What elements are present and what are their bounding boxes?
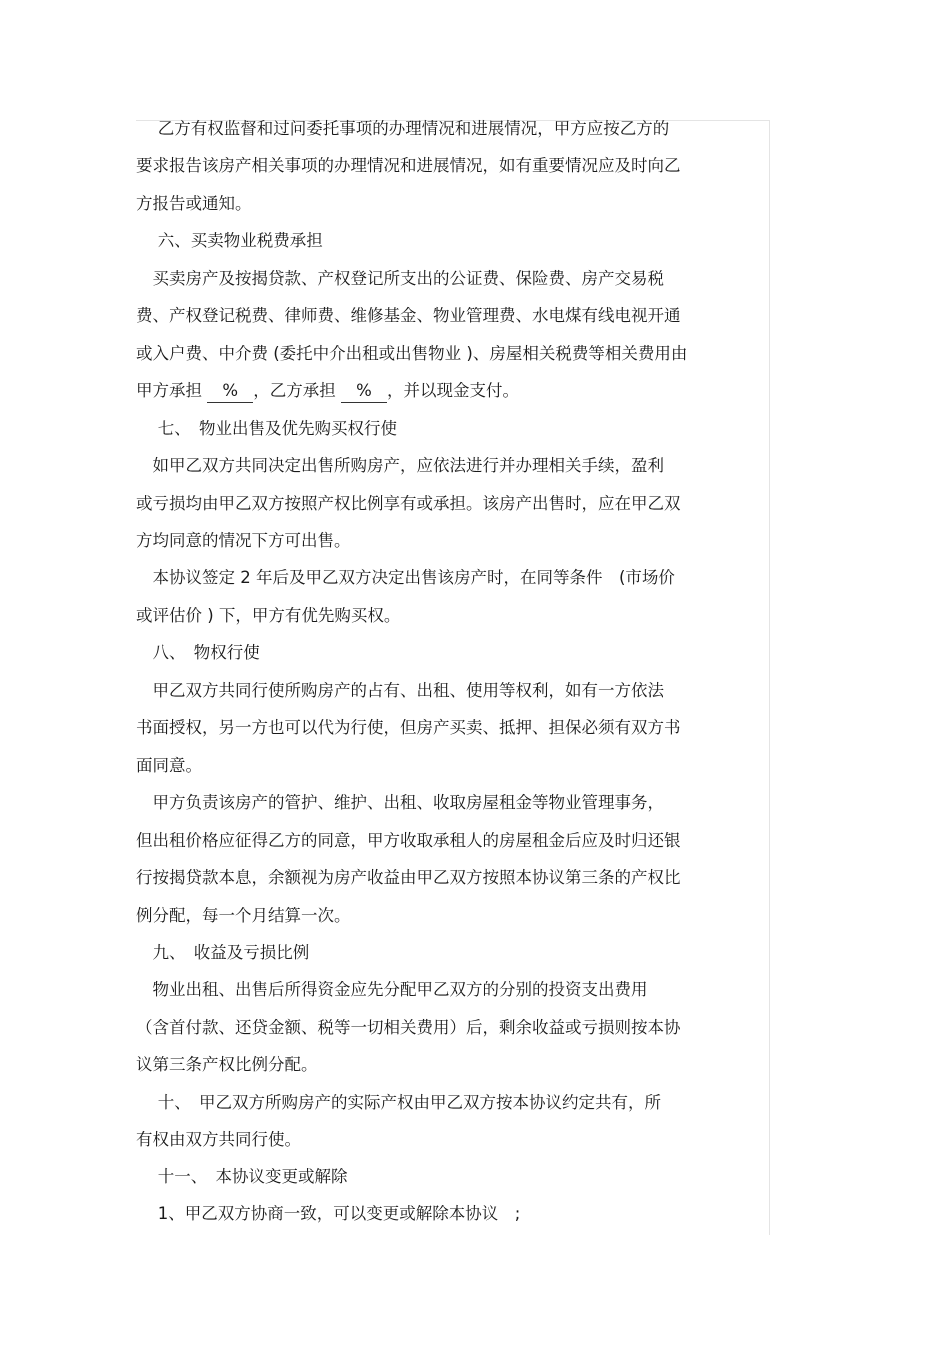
body-text-line: 费、产权登记税费、律师费、维修基金、物业管理费、水电煤有线电视开通 bbox=[136, 306, 681, 325]
body-text-line: 买卖房产及按揭贷款、产权登记所支出的公证费、保险费、房产交易税 bbox=[136, 269, 664, 288]
body-text-line: （含首付款、还贷金额、税等一切相关费用）后，剩余收益或亏损则按本协 bbox=[136, 1018, 681, 1037]
body-text-line: 甲乙双方共同行使所购房产的占有、出租、使用等权利，如有一方依法 bbox=[136, 681, 664, 700]
body-text-line: 行按揭贷款本息，余额视为房产收益由甲乙双方按照本协议第三条的产权比 bbox=[136, 868, 681, 887]
body-text-line: 议第三条产权比例分配。 bbox=[136, 1055, 318, 1074]
body-text-line: 方报告或通知。 bbox=[136, 194, 252, 213]
tax-share-text: ，乙方承担 bbox=[253, 381, 336, 400]
tax-share-text: 甲方承担 bbox=[136, 381, 202, 400]
tax-share-line bbox=[136, 380, 776, 403]
tax-share-text: ，并以现金支付。 bbox=[387, 381, 519, 400]
party-b-percent-blank: % bbox=[341, 380, 387, 403]
body-text-line: 例分配，每一个月结算一次。 bbox=[136, 906, 351, 925]
body-text-line: 书面授权，另一方也可以代为行使，但房产买卖、抵押、担保必须有双方书 bbox=[136, 718, 681, 737]
body-text-line: 物业出租、出售后所得资金应先分配甲乙双方的分别的投资支出费用 bbox=[136, 980, 648, 999]
body-text-line: 或评估价 ) 下，甲方有优先购买权。 bbox=[136, 606, 401, 625]
body-text-line: 但出租价格应征得乙方的同意，甲方收取承租人的房屋租金后应及时归还银 bbox=[136, 831, 681, 850]
body-text-line: 有权由双方共同行使。 bbox=[136, 1130, 301, 1149]
section-heading-6: 六、买卖物业税费承担 bbox=[136, 231, 323, 250]
section-heading-10: 十、 甲乙双方所购房产的实际产权由甲乙双方按本协议约定共有，所 bbox=[136, 1093, 661, 1112]
section-heading-8: 八、 物权行使 bbox=[136, 643, 260, 662]
body-text-line: 或入户费、中介费 (委托中介出租或出售物业 )、房屋相关税费等相关费用由 bbox=[136, 344, 688, 363]
body-text-line: 1、甲乙双方协商一致，可以变更或解除本协议 ; bbox=[136, 1204, 521, 1223]
body-text-line: 面同意。 bbox=[136, 756, 202, 775]
body-text-line: 方均同意的情况下方可出售。 bbox=[136, 531, 351, 550]
body-text-line: 乙方有权监督和过问委托事项的办理情况和进展情况，甲方应按乙方的 bbox=[136, 119, 670, 138]
body-text-line: 如甲乙双方共同决定出售所购房产，应依法进行并办理相关手续，盈利 bbox=[136, 456, 664, 475]
section-heading-7: 七、 物业出售及优先购买权行使 bbox=[136, 419, 397, 438]
body-text-line: 要求报告该房产相关事项的办理情况和进展情况，如有重要情况应及时向乙 bbox=[136, 156, 681, 175]
party-a-percent-blank: % bbox=[207, 380, 253, 403]
body-text-line: 本协议签定 2 年后及甲乙双方决定出售该房产时，在同等条件 (市场价 bbox=[136, 568, 675, 587]
body-text-line: 甲方负责该房产的管护、维护、出租、收取房屋租金等物业管理事务， bbox=[136, 793, 664, 812]
section-heading-11: 十一、 本协议变更或解除 bbox=[136, 1167, 348, 1186]
body-text-line: 或亏损均由甲乙双方按照产权比例享有或承担。该房产出售时，应在甲乙双 bbox=[136, 494, 681, 513]
section-heading-9: 九、 收益及亏损比例 bbox=[136, 943, 310, 962]
